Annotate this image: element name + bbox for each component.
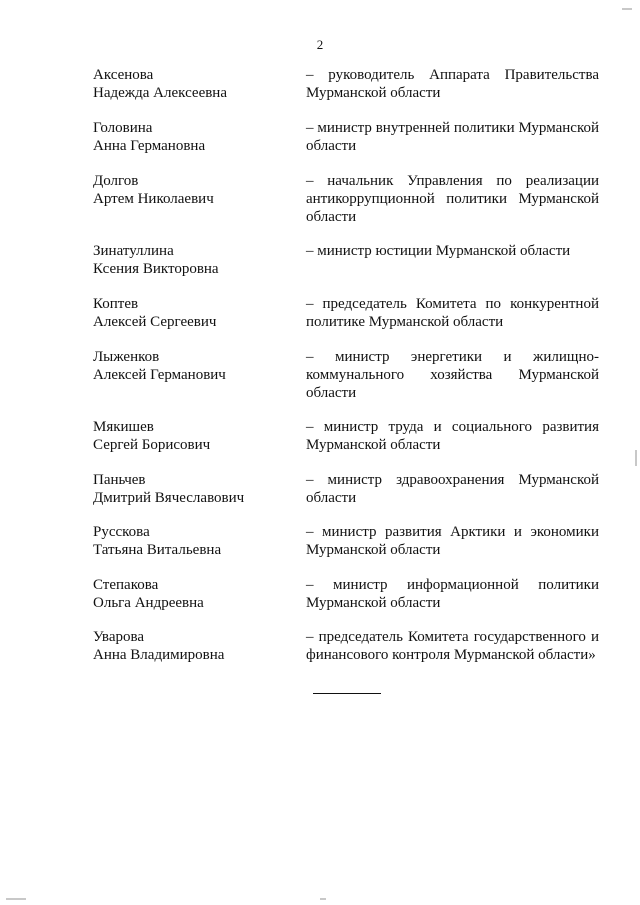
surname: Русскова bbox=[93, 524, 150, 540]
person-name bbox=[93, 242, 293, 278]
scan-mark bbox=[320, 898, 326, 900]
given-names: Ольга Андреевна bbox=[93, 595, 204, 611]
position-title: – председатель Комитета государственного и финансового контроля Мурманской области» bbox=[306, 629, 599, 663]
person-name bbox=[93, 295, 293, 331]
surname: Зинатуллина bbox=[93, 243, 174, 259]
person-name bbox=[93, 523, 293, 559]
given-names: Сергей Борисович bbox=[93, 437, 211, 453]
person-name bbox=[93, 119, 293, 155]
surname: Уварова bbox=[93, 629, 145, 645]
person-name bbox=[93, 348, 293, 384]
position-title: – руководитель Аппарата Правительства Мурманской области bbox=[306, 67, 599, 101]
closing-rule bbox=[313, 693, 381, 694]
given-names: Анна Германовна bbox=[93, 138, 206, 154]
given-names: Алексей Сергеевич bbox=[93, 314, 217, 330]
surname: Паньчев bbox=[93, 472, 146, 488]
position-title: – министр энергетики и жилищно-коммунального хозяйства Мурманской области bbox=[306, 349, 599, 401]
position-title: – министр здравоохранения Мурманской области bbox=[306, 472, 599, 506]
given-names: Ксения Викторовна bbox=[93, 261, 219, 277]
position-title: – начальник Управления по реализации антикоррупционной политики Мурманской области bbox=[306, 173, 599, 225]
surname: Степакова bbox=[93, 577, 159, 593]
page-number: 2 bbox=[316, 37, 324, 52]
person-name bbox=[93, 576, 293, 612]
position-title: – министр информационной политики Мурманской области bbox=[306, 577, 599, 611]
given-names: Артем Николаевич bbox=[93, 191, 214, 207]
given-names: Дмитрий Вячеславович bbox=[93, 490, 245, 506]
surname: Лыженков bbox=[93, 349, 160, 365]
surname: Головина bbox=[93, 120, 153, 136]
surname: Долгов bbox=[93, 173, 139, 189]
scan-mark bbox=[6, 898, 26, 900]
given-names: Надежда Алексеевна bbox=[93, 85, 227, 101]
person-name bbox=[93, 471, 293, 507]
position-title: – министр внутренней политики Мурманской области bbox=[306, 120, 599, 154]
given-names: Татьяна Витальевна bbox=[93, 542, 222, 558]
person-name bbox=[93, 418, 293, 454]
person-name bbox=[93, 628, 293, 664]
surname: Аксенова bbox=[93, 67, 154, 83]
surname: Коптев bbox=[93, 296, 139, 312]
surname: Мякишев bbox=[93, 419, 154, 435]
scan-mark bbox=[635, 450, 637, 466]
position-title: – министр юстиции Мурманской области bbox=[306, 243, 571, 259]
given-names: Анна Владимировна bbox=[93, 647, 225, 663]
position-title: – министр развития Арктики и экономики Мурманской области bbox=[306, 524, 599, 558]
position-title: – министр труда и социального развития Мурманской области bbox=[306, 419, 599, 453]
position-title: – председатель Комитета по конкурентной политике Мурманской области bbox=[306, 296, 599, 330]
scan-mark bbox=[622, 8, 632, 10]
given-names: Алексей Германович bbox=[93, 367, 226, 383]
person-name bbox=[93, 172, 293, 208]
person-name bbox=[93, 66, 293, 102]
